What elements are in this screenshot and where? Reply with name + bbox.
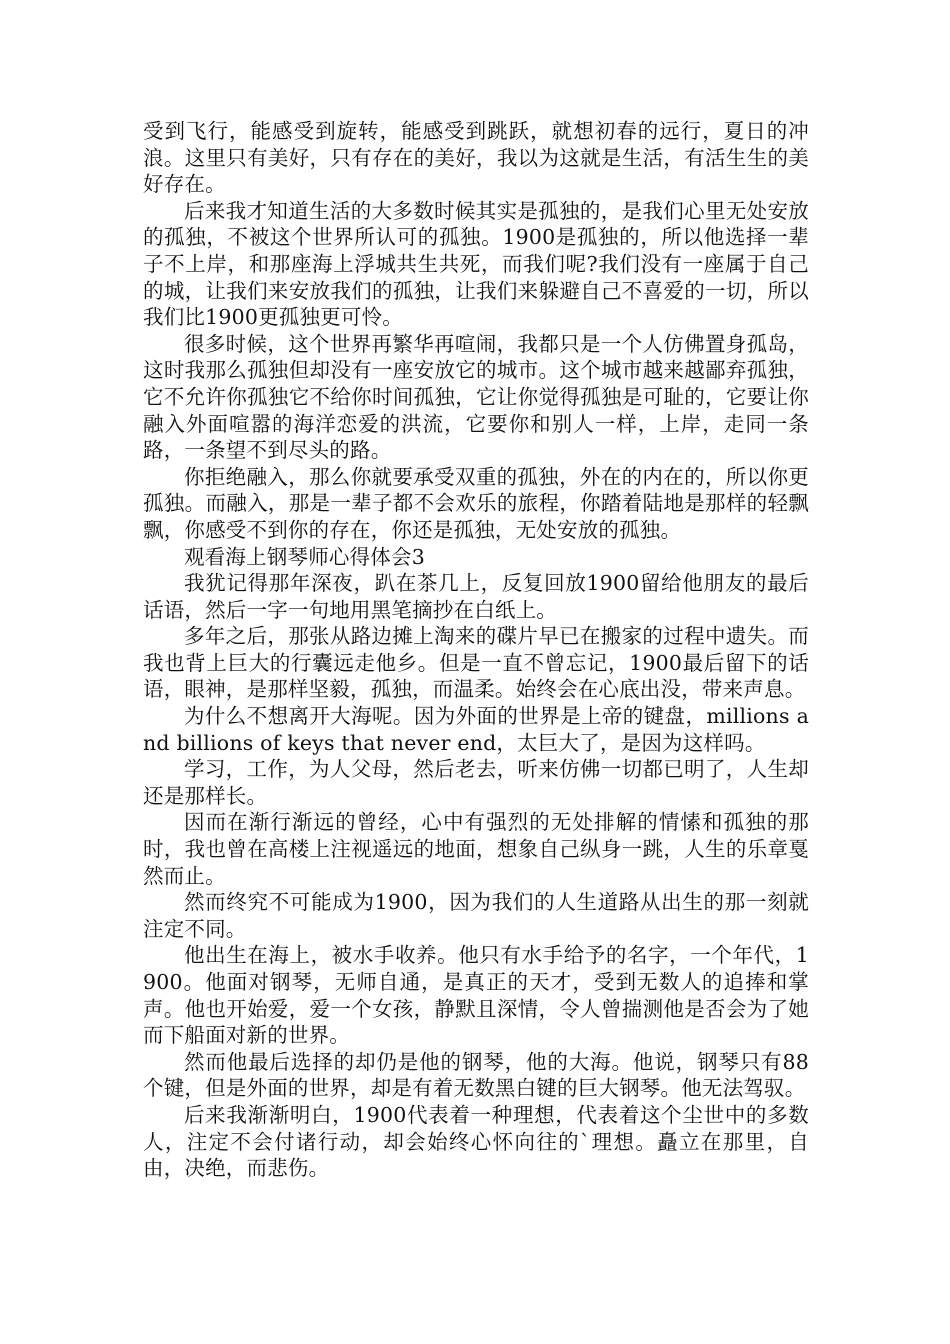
paragraph: 学习，工作，为人父母，然后老去，听来仿佛一切都已明了，人生却还是那样长。 [143, 757, 809, 808]
paragraph: 因而在渐行渐远的曾经，心中有强烈的无处排解的情愫和孤独的那时，我也曾在高楼上注视遥远的地面，想象自己纵身一跳，人生的乐章戛然而止。 [143, 810, 809, 888]
paragraph: 后来我才知道生活的大多数时候其实是孤独的，是我们心里无处安放的孤独，不被这个世界所认可的孤独。1900是孤独的，所以他选择一辈子不上岸，和那座海上浮城共生共死，而我们呢?我们没有一座属于自己的城，让我们来安放我们的孤独，让我们来躲避自己不喜爱的一切，所以我们比1900更孤独更可怜。 [143, 198, 809, 330]
paragraph: 你拒绝融入，那么你就要承受双重的孤独，外在的内在的，所以你更孤独。而融入，那是一辈子都不会欢乐的旅程，你踏着陆地是那样的轻飘飘，你感受不到你的存在，你还是孤独，无处安放的孤独。 [143, 464, 809, 542]
section-heading: 观看海上钢琴师心得体会3 [184, 544, 425, 569]
paragraph: 他出生在海上，被水手收养。他只有水手给予的名字，一个年代，1900。他面对钢琴，无师自通，是真正的天才，受到无数人的追捧和掌声。他也开始爱，爱一个女孩，静默且深情，令人曾揣测他是否会为了她而下船面对新的世界。 [143, 943, 809, 1048]
document-body [143, 118, 809, 1182]
paragraph: 然而他最后选择的却仍是他的钢琴，他的大海。他说，钢琴只有88个键，但是外面的世界，却是有着无数黑白键的巨大钢琴。他无法驾驭。 [143, 1049, 809, 1101]
paragraph: 我犹记得那年深夜，趴在茶几上，反复回放1900留给他朋友的最后话语，然后一字一句地用黑笔摘抄在白纸上。 [143, 571, 809, 622]
paragraph: 很多时候，这个世界再繁华再喧闹，我都只是一个人仿佛置身孤岛，这时我那么孤独但却没有一座安放它的城市。这个城市越来越鄙弃孤独，它不允许你孤独它不给你时间孤独，它让你觉得孤独是可耻的，它要让你融入外面喧嚣的海洋恋爱的洪流，它要你和别人一样，上岸，走同一条路，一条望不到尽头的路。 [143, 331, 809, 463]
paragraph: 然而终究不可能成为1900，因为我们的人生道路从出生的那一刻就注定不同。 [143, 890, 809, 941]
paragraph: 多年之后，那张从路边摊上淘来的碟片早已在搬家的过程中遗失。而我也背上巨大的行囊远走他乡。但是一直不曾忘记，1900最后留下的话语，眼神，是那样坚毅，孤独，而温柔。始终会在心底出没，带来声息。 [143, 624, 809, 702]
paragraph: 后来我渐渐明白，1900代表着一种理想，代表着这个尘世中的多数人，注定不会付诸行动，却会始终心怀向往的`理想。矗立在那里，自由，决绝，而悲伤。 [143, 1102, 809, 1181]
paragraph: 为什么不想离开大海呢。因为外面的世界是上帝的键盘，millions and billions of keys that never end，太巨大了，是因为这样吗。 [143, 704, 809, 755]
paragraph: 受到飞行，能感受到旋转，能感受到跳跃，就想初春的远行，夏日的冲浪。这里只有美好，只有存在的美好，我以为这就是生活，有活生生的美好存在。 [143, 119, 809, 197]
